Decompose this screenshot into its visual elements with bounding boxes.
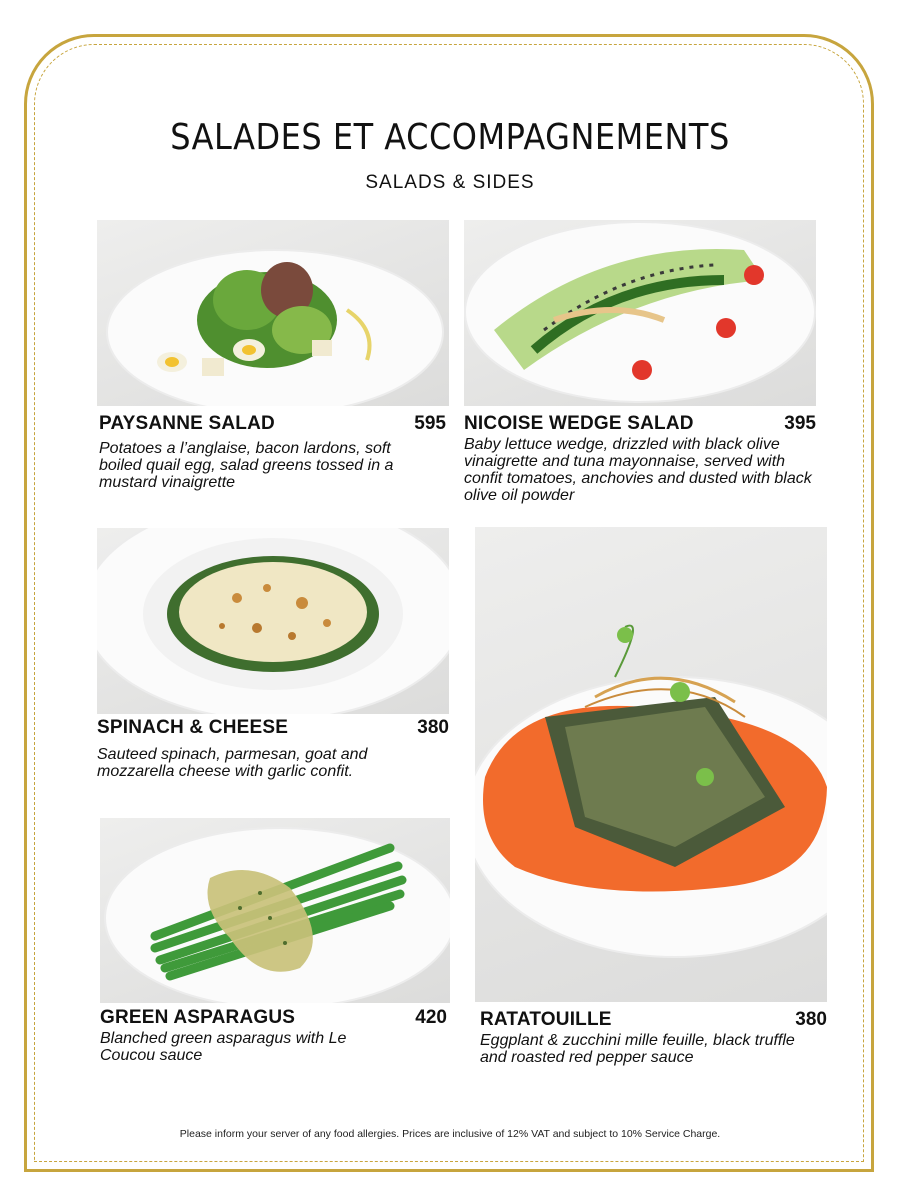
description-nicoise-wedge-salad: Baby lettuce wedge, drizzled with black olive vinaigrette and tuna mayonnaise, served with confit tomatoes, anchovies and dusted with black olive oil powder <box>464 436 812 504</box>
description-spinach-cheese: Sauteed spinach, parmesan, goat and mozzarella cheese with garlic confit. <box>97 746 368 780</box>
dish-name-spinach-cheese: SPINACH & CHEESE <box>97 717 289 738</box>
description-paysanne-salad: Potatoes a l’anglaise, bacon lardons, soft boiled quail egg, salad greens tossed in a mustard vinaigrette <box>99 440 394 491</box>
dish-name-nicoise-wedge-salad: NICOISE WEDGE SALAD <box>464 413 694 434</box>
ratatouille-photo <box>475 527 827 1002</box>
ratatouille-illustration <box>475 527 827 1002</box>
price-ratatouille: 380 <box>795 1009 827 1030</box>
price-paysanne-salad: 595 <box>414 413 446 434</box>
spinach-cheese-illustration <box>97 528 449 714</box>
dish-name-paysanne-salad: PAYSANNE SALAD <box>99 413 275 434</box>
paysanne-salad-photo <box>97 220 449 406</box>
price-nicoise-wedge-salad: 395 <box>784 413 816 434</box>
page-subtitle: SALADS & SIDES <box>365 172 535 193</box>
description-green-asparagus: Blanched green asparagus with Le Coucou sauce <box>100 1030 347 1064</box>
green-asparagus-photo <box>100 818 450 1003</box>
green-asparagus-illustration <box>100 818 450 1003</box>
spinach-cheese-photo <box>97 528 449 714</box>
paysanne-salad-illustration <box>97 220 449 406</box>
dish-name-green-asparagus: GREEN ASPARAGUS <box>100 1007 296 1028</box>
page-title: SALADES ET ACCOMPAGNEMENTS <box>170 116 730 158</box>
description-ratatouille: Eggplant & zucchini mille feuille, black truffle and roasted red pepper sauce <box>480 1032 795 1066</box>
price-spinach-cheese: 380 <box>417 717 449 738</box>
nicoise-wedge-salad-illustration <box>464 220 816 406</box>
price-green-asparagus: 420 <box>415 1007 447 1028</box>
nicoise-wedge-salad-photo <box>464 220 816 406</box>
dish-name-ratatouille: RATATOUILLE <box>480 1009 612 1030</box>
allergy-vat-note: Please inform your server of any food allergies. Prices are inclusive of 12% VAT and subject to 10% Service Charge. <box>179 1128 721 1140</box>
